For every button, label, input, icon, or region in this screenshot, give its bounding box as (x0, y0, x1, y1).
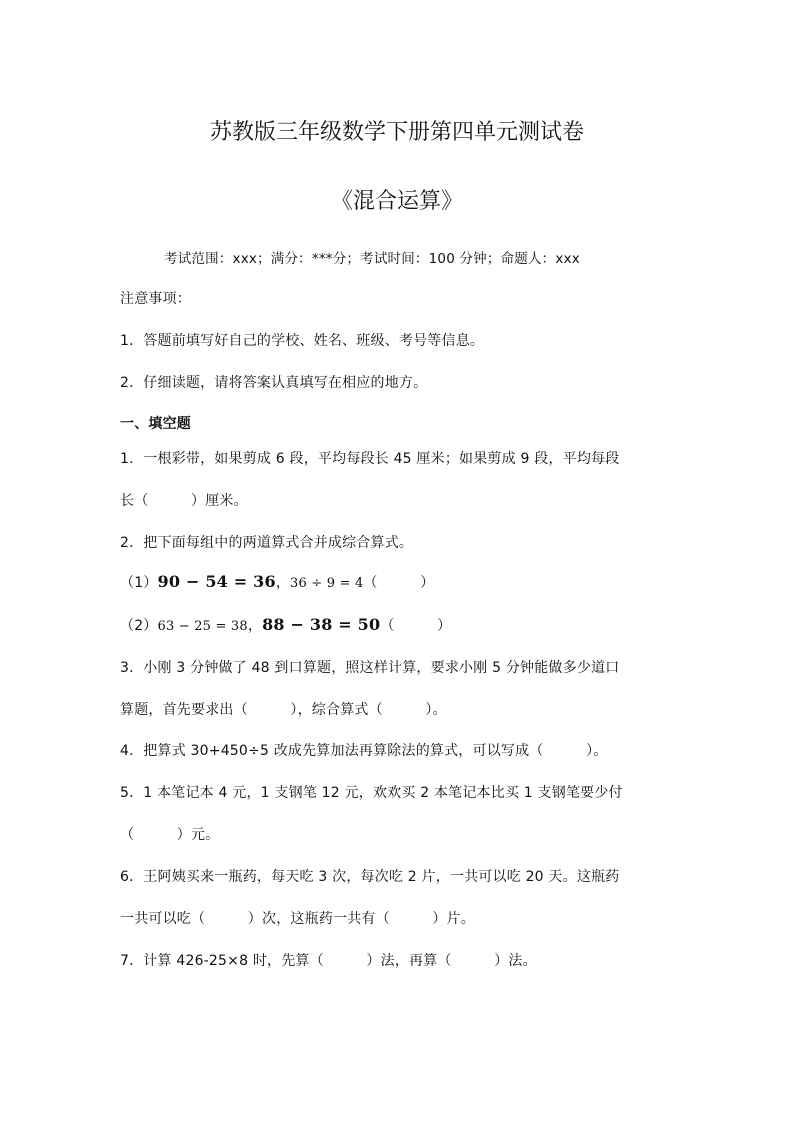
question-5-line-2: （ ）元。 (120, 827, 220, 843)
exam-subtitle: 《混合运算》 (330, 189, 463, 214)
question-2-part-2 (120, 615, 451, 635)
part-2-expression-b: 88 − 38 = 50 (262, 615, 381, 634)
part-1-separator: ， (275, 575, 291, 591)
part-1-label: （1） (120, 575, 158, 591)
notes-item-2: 2．仔细读题，请将答案认真填写在相应的地方。 (120, 375, 428, 391)
question-3-line-2: 算题，首先要求出（ ），综合算式（ ）。 (120, 702, 447, 718)
question-1-line-1: 1．一根彩带，如果剪成 6 段，平均每段长 45 厘米；如果剪成 9 段，平均每段 (120, 451, 620, 467)
notes-item-1: 1．答题前填写好自己的学校、姓名、班级、考号等信息。 (120, 333, 485, 349)
part-2-label: （2） (120, 618, 158, 634)
section-heading: 一、填空题 (120, 416, 191, 432)
question-5-line-1: 5．1 本笔记本 4 元，1 支钢笔 12 元，欢欢买 2 本笔记本比买 1 支钢笔要少付 (120, 785, 623, 801)
question-1-line-2: 长（ ）厘米。 (120, 493, 248, 509)
question-4-line-1: 4．把算式 30+450÷5 改成先算加法再算除法的算式，可以写成（ ）。 (120, 743, 608, 759)
part-2-answer-blank: （ ） (380, 618, 452, 634)
part-1-answer-blank: （ ） (363, 575, 435, 591)
part-1-expression-a: 90 − 54 = 36 (157, 572, 276, 591)
question-2-stem: 2．把下面每组中的两道算式合并成综合算式。 (120, 535, 414, 551)
exam-title: 苏教版三年级数学下册第四单元测试卷 (209, 120, 584, 145)
part-2-separator: ， (247, 618, 263, 634)
part-1-expression-b: 36 ÷ 9 = 4 (290, 576, 364, 591)
question-6-line-1: 6．王阿姨买来一瓶药，每天吃 3 次，每次吃 2 片，一共可以吃 20 天。这瓶药 (120, 869, 620, 885)
part-2-expression-a: 63 − 25 = 38 (157, 619, 248, 634)
question-3-line-1: 3．小刚 3 分钟做了 48 到口算题，照这样计算，要求小刚 5 分钟能做多少道口 (120, 660, 620, 676)
notes-heading: 注意事项： (120, 291, 191, 307)
exam-info: 考试范围：xxx；满分：***分；考试时间：100 分钟；命题人：xxx (164, 251, 580, 267)
question-6-line-2: 一共可以吃（ ）次，这瓶药一共有（ ）片。 (120, 911, 475, 927)
question-7-line-1: 7．计算 426-25×8 时，先算（ ）法，再算（ ）法。 (120, 953, 537, 969)
question-2-part-1 (120, 572, 434, 592)
